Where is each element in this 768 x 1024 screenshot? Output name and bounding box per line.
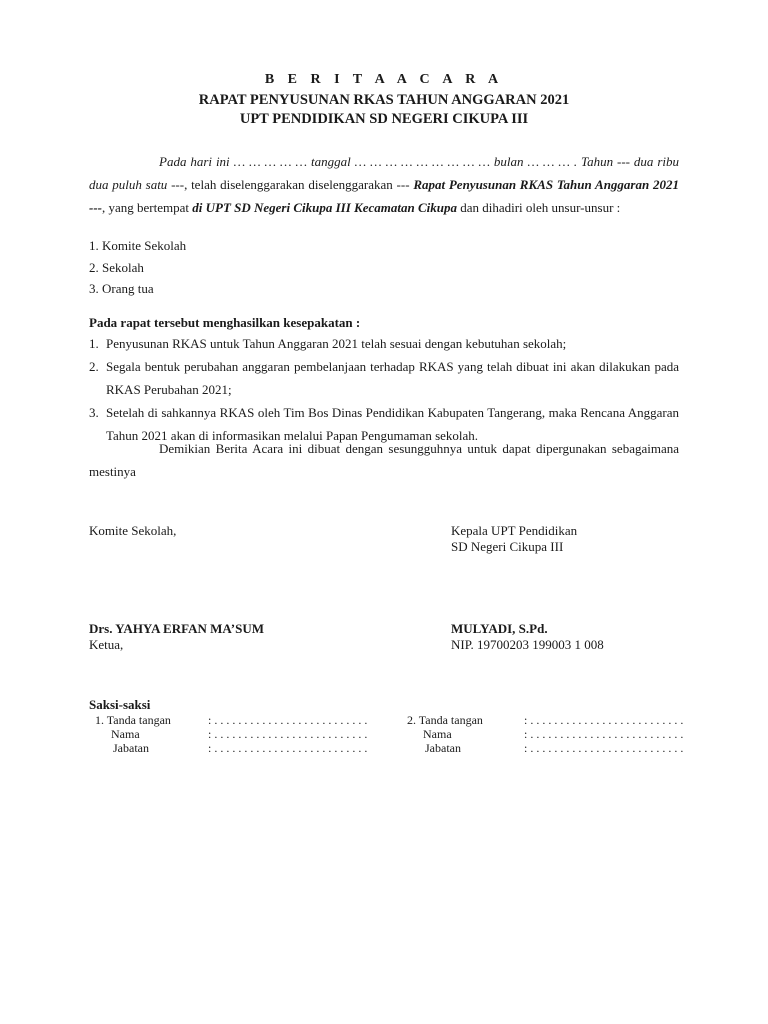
attendee-list: [89, 235, 186, 300]
attendee-item: 2. Sekolah: [89, 259, 144, 275]
signature-right-nip: NIP. 19700203 199003 1 008: [451, 637, 604, 652]
signature-right-role-line1: Kepala UPT Pendidikan: [451, 523, 578, 538]
opening-text-3: dan dihadiri oleh unsur-unsur :: [456, 200, 621, 215]
witness-1-position-row: [95, 741, 375, 755]
signature-left-position: Ketua,: [89, 637, 124, 652]
attendee-item: 1. Komite Sekolah: [89, 238, 187, 253]
agreement-item-number: 1.: [89, 336, 99, 351]
document-title: B E R I T A A C A R A: [264, 72, 504, 87]
signature-right-role: [451, 523, 577, 555]
opening-text-2: , yang bertempat: [102, 200, 193, 215]
document-subtitle-meeting: RAPAT PENYUSUNAN RKAS TAHUN ANGGARAN 2021: [198, 92, 570, 108]
agreement-item-text: Segala bentuk perubahan anggaran pembelanjaan terhadap RKAS yang telah dibuat ini akan dilakukan pada RKAS Perubahan 2021;: [106, 359, 679, 397]
agreement-item: [89, 355, 679, 401]
witness-2-signature-line: : . . . . . . . . . . . . . . . . . . . . . . . . . .: [524, 713, 684, 727]
witness-1-name-label: Nama: [111, 727, 140, 741]
agreement-item-text: Setelah di sahkannya RKAS oleh Tim Bos Dinas Pendidikan Kabupaten Tangerang, maka Rencana Anggaran Tahun 2021 akan di informasikan melalui Papan Pengumaman sekolah.: [106, 405, 679, 443]
agreement-item: [89, 332, 679, 355]
opening-text-1: , telah diselenggarakan diselenggarakan ---: [184, 177, 414, 192]
closing-text: Demikian Berita Acara ini dibuat dengan sesungguhnya untuk dapat dipergunakan sebagaimana mestinya: [89, 441, 679, 479]
witness-1-signature-line: : . . . . . . . . . . . . . . . . . . . . . . . . . .: [208, 713, 368, 727]
opening-paragraph: [89, 150, 679, 219]
attendee-item: 3. Orang tua: [89, 281, 154, 296]
witness-2-name-line: : . . . . . . . . . . . . . . . . . . . . . . . . . .: [524, 727, 684, 741]
agreement-item-text: Penyusunan RKAS untuk Tahun Anggaran 2021 telah sesuai dengan kebutuhan sekolah;: [106, 336, 567, 351]
agreement-list: [89, 332, 679, 447]
witness-2-position-label: Jabatan: [425, 741, 461, 755]
signature-right-block: [451, 621, 604, 653]
opening-location: di UPT SD Negeri Cikupa III Kecamatan Cikupa: [192, 200, 457, 215]
signature-left-name: Drs. YAHYA ERFAN MA’SUM: [89, 621, 265, 636]
agreement-title: Pada rapat tersebut menghasilkan kesepakatan :: [89, 315, 361, 330]
witness-2-block: [407, 713, 687, 755]
witness-1-position-line: : . . . . . . . . . . . . . . . . . . . . . . . . . .: [208, 741, 368, 755]
witness-2-name-row: [407, 727, 687, 741]
opening-date-text: Pada hari ini … … … … … tanggal … … … … … … … … … bulan … … … . Tahun --- dua ribu dua puluh satu ---: [89, 154, 679, 192]
signature-left-block: [89, 621, 264, 653]
agreement-item-number: 3.: [89, 405, 99, 420]
signature-left-role: Komite Sekolah,: [89, 523, 177, 538]
witness-2-signature-label: 2. Tanda tangan: [407, 713, 483, 727]
witness-2-position-line: : . . . . . . . . . . . . . . . . . . . . . . . . . .: [524, 741, 684, 755]
witness-1-name-line: : . . . . . . . . . . . . . . . . . . . . . . . . . .: [208, 727, 368, 741]
witness-1-position-label: Jabatan: [113, 741, 149, 755]
witness-1-name-row: [95, 727, 375, 741]
witness-2-name-label: Nama: [423, 727, 452, 741]
signature-right-name: MULYADI, S.Pd.: [451, 621, 548, 636]
witness-1-block: [95, 713, 375, 755]
agreement-item-number: 2.: [89, 359, 99, 374]
opening-meeting-name: Rapat Penyusunan RKAS Tahun Anggaran 2021 ---: [89, 177, 679, 215]
witness-1-signature-row: [95, 713, 375, 727]
closing-paragraph: [89, 437, 679, 483]
witness-1-signature-label: 1. Tanda tangan: [95, 713, 171, 727]
witnesses-title: Saksi-saksi: [89, 697, 151, 712]
witness-2-position-row: [407, 741, 687, 755]
signature-right-role-line2: SD Negeri Cikupa III: [451, 539, 564, 554]
witness-2-signature-row: [407, 713, 687, 727]
document-subtitle-school: UPT PENDIDIKAN SD NEGERI CIKUPA III: [239, 111, 529, 127]
